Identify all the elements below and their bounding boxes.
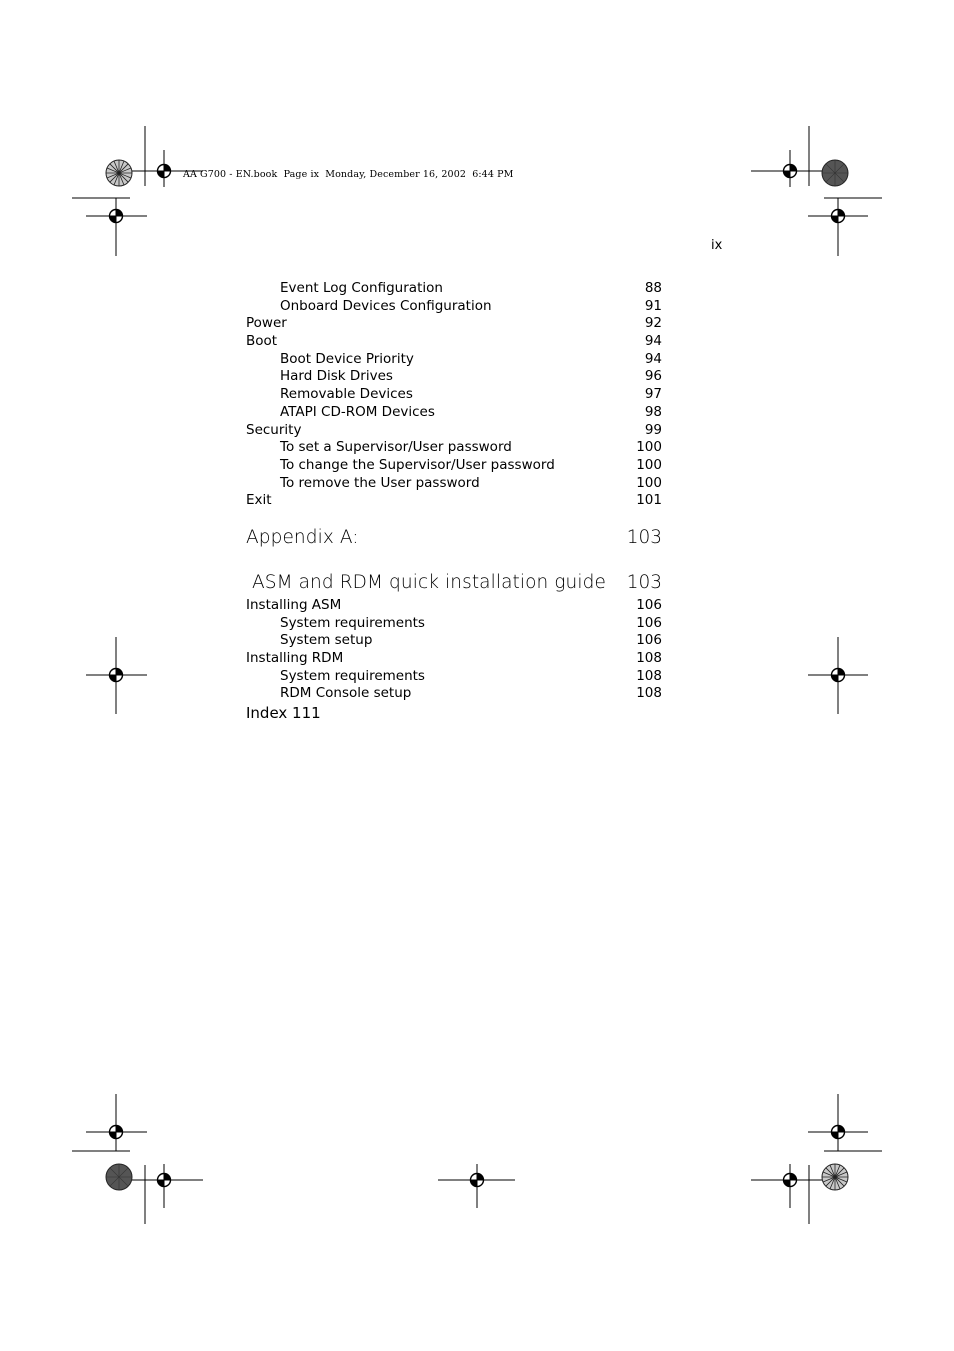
toc-label: To set a Supervisor/User password bbox=[280, 439, 512, 456]
toc-label: Power bbox=[246, 315, 287, 332]
toc-page: 94 bbox=[644, 333, 662, 350]
toc-entry[interactable] bbox=[246, 333, 662, 351]
toc-label: ASM and RDM quick installation guide bbox=[246, 571, 606, 593]
toc-page: 100 bbox=[636, 456, 662, 473]
toc-label: Exit bbox=[246, 492, 272, 509]
toc-label: Hard Disk Drives bbox=[280, 368, 393, 385]
toc-label: System requirements bbox=[280, 667, 425, 684]
toc-entry[interactable] bbox=[246, 492, 662, 510]
toc-page: 97 bbox=[644, 386, 662, 403]
toc-page: 98 bbox=[644, 403, 662, 420]
toc-chapter-heading[interactable] bbox=[246, 569, 662, 597]
toc-label: RDM Console setup bbox=[280, 685, 412, 702]
toc-entry[interactable] bbox=[246, 298, 662, 316]
toc-label: Onboard Devices Configuration bbox=[280, 297, 492, 314]
toc-page: 106 bbox=[636, 614, 662, 631]
book-header-stamp: AA G700 - EN.book Page ix Monday, December 16, 2002 6:44 PM bbox=[183, 169, 514, 180]
toc-page: 108 bbox=[636, 667, 662, 684]
toc-entry[interactable] bbox=[246, 632, 662, 650]
toc-entry[interactable] bbox=[246, 386, 662, 404]
toc-entry[interactable] bbox=[246, 439, 662, 457]
toc-page: 99 bbox=[644, 421, 662, 438]
toc-page: 106 bbox=[636, 596, 662, 613]
toc-label: Boot bbox=[246, 333, 278, 350]
toc-appendix-heading[interactable] bbox=[246, 524, 662, 552]
toc-page: 91 bbox=[644, 297, 662, 314]
toc-label: To remove the User password bbox=[280, 474, 480, 491]
toc-label: Appendix A: bbox=[246, 526, 359, 548]
toc-label: Boot Device Priority bbox=[280, 350, 414, 367]
toc-page: 88 bbox=[644, 280, 662, 296]
toc-label: Event Log Configuration bbox=[280, 280, 443, 296]
toc-entry[interactable] bbox=[246, 685, 662, 703]
toc-page: 96 bbox=[644, 368, 662, 385]
toc-label: ATAPI CD-ROM Devices bbox=[280, 403, 435, 420]
toc-label: Installing ASM bbox=[246, 596, 342, 613]
toc-page: 108 bbox=[636, 650, 662, 666]
toc-entry[interactable] bbox=[246, 280, 662, 298]
toc-page: 100 bbox=[636, 439, 662, 456]
toc-entry[interactable] bbox=[246, 475, 662, 493]
toc-entry[interactable] bbox=[246, 315, 662, 333]
toc-index-entry[interactable] bbox=[246, 703, 662, 723]
toc-label: System setup bbox=[280, 632, 373, 649]
toc-page: 92 bbox=[644, 315, 662, 332]
toc-entry[interactable] bbox=[246, 650, 662, 668]
toc-label: Index 111 bbox=[246, 704, 321, 723]
toc-page: 108 bbox=[636, 685, 662, 702]
toc-page: 103 bbox=[626, 526, 662, 548]
toc-page: 100 bbox=[636, 474, 662, 491]
toc-entry[interactable] bbox=[246, 351, 662, 369]
toc-entry[interactable] bbox=[246, 368, 662, 386]
toc-page: 106 bbox=[636, 632, 662, 649]
toc-label: Removable Devices bbox=[280, 386, 413, 403]
toc-entry[interactable] bbox=[246, 668, 662, 686]
table-of-contents bbox=[246, 280, 662, 723]
toc-entry[interactable] bbox=[246, 422, 662, 440]
toc-entry[interactable] bbox=[246, 597, 662, 615]
toc-label: Installing RDM bbox=[246, 650, 344, 666]
toc-page: 101 bbox=[636, 492, 662, 509]
page-number: ix bbox=[711, 238, 723, 253]
toc-page: 103 bbox=[626, 571, 662, 593]
toc-entry[interactable] bbox=[246, 404, 662, 422]
toc-entry[interactable] bbox=[246, 457, 662, 475]
toc-label: System requirements bbox=[280, 614, 425, 631]
toc-label: Security bbox=[246, 421, 302, 438]
toc-label: To change the Supervisor/User password bbox=[280, 456, 555, 473]
toc-entry[interactable] bbox=[246, 615, 662, 633]
toc-page: 94 bbox=[644, 350, 662, 367]
